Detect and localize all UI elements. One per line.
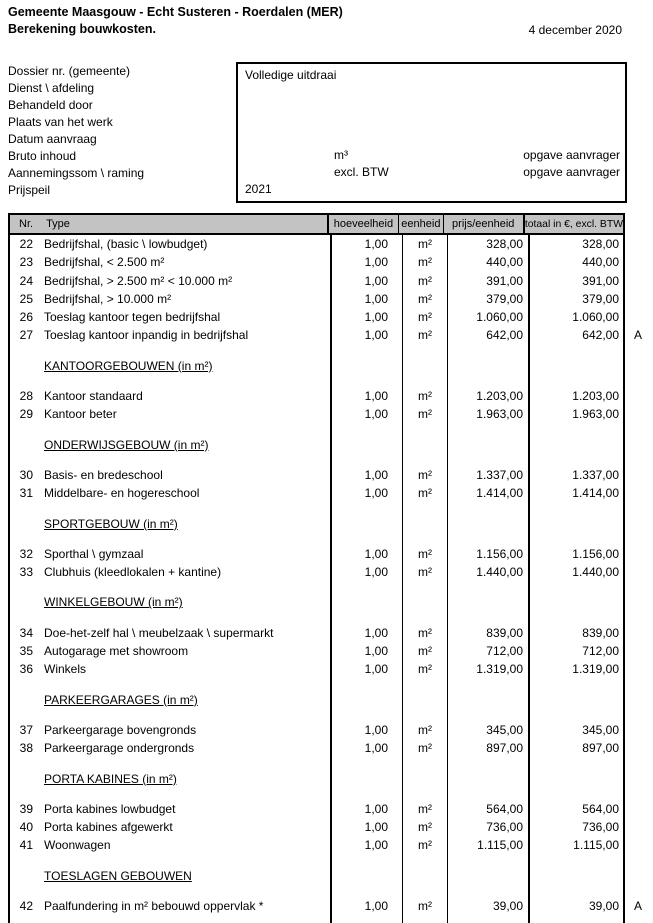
cell-nr: 24 xyxy=(19,273,33,288)
cell-prijs xyxy=(447,503,528,545)
cell-hoe: 1,00 xyxy=(330,563,402,581)
cell-type: Basis- en bredeschool xyxy=(44,467,163,482)
cell-nr-type xyxy=(10,345,330,387)
cell-nr-type xyxy=(10,642,330,660)
cell-een: m² xyxy=(402,563,447,581)
cell-een xyxy=(402,679,447,721)
section-heading-row xyxy=(10,679,623,721)
cell-prijs: 345,00 xyxy=(447,721,528,739)
cell-nr-type xyxy=(10,818,330,836)
section-heading: WINKELGEBOUW (in m²) xyxy=(44,595,183,610)
cell-prijs: 736,00 xyxy=(447,818,528,836)
table-row xyxy=(10,326,643,344)
form-label-prijspeil: Prijspeil xyxy=(8,183,51,197)
cell-prijs: 39,00 xyxy=(447,897,528,915)
section-heading: TOESLAGEN GEBOUWEN xyxy=(44,868,192,883)
cell-tot: 1.156,00 xyxy=(528,545,623,563)
cell-prijs: 1.414,00 xyxy=(447,484,528,502)
cell-nr-type xyxy=(10,272,330,290)
cell-type: Winkels xyxy=(44,662,87,677)
cell-nr-type xyxy=(10,624,330,642)
section-heading: KANTOORGEBOUWEN (in m²) xyxy=(44,358,213,373)
info-box-note-bruto: opgave aanvrager xyxy=(523,148,620,162)
cell-prijs xyxy=(447,424,528,466)
cell-nr: 22 xyxy=(19,237,33,251)
cell-tot: 1.337,00 xyxy=(528,466,623,484)
cell-tot: 1.203,00 xyxy=(528,387,623,405)
cell-nr: 33 xyxy=(19,565,33,580)
table-row xyxy=(10,290,623,308)
table-row xyxy=(10,624,623,642)
cell-nr-type xyxy=(10,308,330,326)
column-header-prijs-eenheid: prijs/eenheid xyxy=(443,215,523,233)
cell-tot: 839,00 xyxy=(528,624,623,642)
cell-prijs: 1.337,00 xyxy=(447,466,528,484)
cell-een: m² xyxy=(402,800,447,818)
cell-prijs: 839,00 xyxy=(447,624,528,642)
cell-prijs: 1.115,00 xyxy=(447,836,528,854)
cell-hoe: 1,00 xyxy=(330,836,402,854)
form-label-bruto-inhoud: Bruto inhoud xyxy=(8,149,77,163)
table-body xyxy=(8,235,643,923)
cell-nr-type xyxy=(10,424,330,466)
cell-tot xyxy=(528,758,623,800)
cell-nr: 29 xyxy=(19,407,33,422)
table-header-row xyxy=(8,213,625,235)
cell-nr: 25 xyxy=(19,291,33,306)
table-row xyxy=(10,272,623,290)
column-header-type: Type xyxy=(46,218,70,230)
cost-table xyxy=(8,213,643,923)
cell-nr: 38 xyxy=(19,741,33,756)
table-row xyxy=(10,387,623,405)
cell-prijs: 1.156,00 xyxy=(447,545,528,563)
cell-type: Doe-het-zelf hal \ meubelzaak \ supermarkt xyxy=(44,625,274,640)
cell-tot: 379,00 xyxy=(528,290,623,308)
column-header-nr: Nr. xyxy=(19,218,34,230)
cell-hoe: 1,00 xyxy=(330,660,402,678)
cell-een: m² xyxy=(402,253,447,271)
cell-tot xyxy=(528,915,623,923)
cell-nr: 39 xyxy=(19,801,33,816)
cell-nr: 27 xyxy=(19,328,33,343)
cell-nr: 36 xyxy=(19,662,33,677)
cell-een: m² xyxy=(402,739,447,757)
column-header-totaal: totaal in €, excl. BTW xyxy=(523,215,623,233)
cell-hoe xyxy=(330,915,402,923)
cell-tot xyxy=(528,345,623,387)
row-marker: A xyxy=(634,328,643,343)
cell-tot: 1.319,00 xyxy=(528,660,623,678)
section-heading-row xyxy=(10,424,623,466)
cell-tot: 328,00 xyxy=(528,235,623,253)
cell-nr-type xyxy=(10,405,330,423)
table-row xyxy=(10,642,623,660)
cell-een: m² xyxy=(402,545,447,563)
cell-een: m² xyxy=(402,405,447,423)
cell-tot: 1.440,00 xyxy=(528,563,623,581)
cell-type: Sporthal \ gymzaal xyxy=(44,546,144,561)
cell-prijs: 712,00 xyxy=(447,642,528,660)
table-row xyxy=(10,897,643,915)
table-row xyxy=(10,484,623,502)
form-label-plaats: Plaats van het werk xyxy=(8,115,113,129)
cell-nr-type xyxy=(10,679,330,721)
cell-hoe: 1,00 xyxy=(330,253,402,271)
cell-hoe: 1,00 xyxy=(330,235,402,253)
form-label-datum: Datum aanvraag xyxy=(8,132,97,146)
cell-nr-type xyxy=(10,290,330,308)
cell-prijs xyxy=(447,581,528,623)
cell-nr-type xyxy=(10,836,330,854)
cell-type: Porta kabines afgewerkt xyxy=(44,820,173,835)
table-row xyxy=(10,721,623,739)
cell-een xyxy=(402,855,447,897)
cell-hoe: 1,00 xyxy=(330,800,402,818)
cell-hoe: 1,00 xyxy=(330,326,402,344)
section-heading-row xyxy=(10,855,623,897)
cell-type: Toeslag kantoor tegen bedrijfshal xyxy=(44,310,221,325)
cell-tot: 39,00 xyxy=(528,897,623,915)
table-row xyxy=(10,818,623,836)
info-box xyxy=(236,62,627,203)
cell-prijs: 440,00 xyxy=(447,253,528,271)
cell-hoe: 1,00 xyxy=(330,466,402,484)
cell-type: Kantoor beter xyxy=(44,407,117,422)
cell-type: Middelbare- en hogereschool xyxy=(44,486,200,501)
cell-tot xyxy=(528,581,623,623)
cell-nr-type xyxy=(10,800,330,818)
cell-hoe xyxy=(330,424,402,466)
cell-prijs xyxy=(447,345,528,387)
cell-een: m² xyxy=(402,660,447,678)
cell-type: Bedrijfshal, (basic \ lowbudget) xyxy=(44,237,208,251)
cell-nr-type xyxy=(10,915,330,923)
info-box-unit-m3: m³ xyxy=(334,148,348,162)
cell-nr-type xyxy=(10,326,330,344)
cell-type: Autogarage met showroom xyxy=(44,644,189,659)
cell-hoe: 1,00 xyxy=(330,624,402,642)
cell-hoe: 1,00 xyxy=(330,739,402,757)
cell-een: m² xyxy=(402,721,447,739)
cell-tot: 440,00 xyxy=(528,253,623,271)
cell-hoe: 1,00 xyxy=(330,721,402,739)
cell-tot: 1.060,00 xyxy=(528,308,623,326)
cell-hoe xyxy=(330,581,402,623)
cell-nr-type xyxy=(10,484,330,502)
document-title: Gemeente Maasgouw - Echt Susteren - Roerdalen (MER) xyxy=(8,5,343,19)
cell-nr: 34 xyxy=(19,625,33,640)
cell-tot: 1.115,00 xyxy=(528,836,623,854)
cell-tot: 391,00 xyxy=(528,272,623,290)
cell-nr: 40 xyxy=(19,820,33,835)
cell-tot: 736,00 xyxy=(528,818,623,836)
cell-hoe: 1,00 xyxy=(330,387,402,405)
cell-type: Bedrijfshal, > 10.000 m² xyxy=(44,291,172,306)
cell-nr: 41 xyxy=(19,838,33,853)
table-filler-row xyxy=(10,915,623,923)
form-label-dienst: Dienst \ afdeling xyxy=(8,81,95,95)
cell-een: m² xyxy=(402,624,447,642)
cell-een: m² xyxy=(402,235,447,253)
cell-type: Porta kabines lowbudget xyxy=(44,801,176,816)
column-header-eenheid: eenheid xyxy=(398,215,443,233)
document-subtitle: Berekening bouwkosten. xyxy=(8,22,156,36)
table-row xyxy=(10,545,623,563)
section-heading-row xyxy=(10,581,623,623)
cell-hoe: 1,00 xyxy=(330,818,402,836)
cell-prijs: 642,00 xyxy=(447,326,528,344)
column-header-nr-type xyxy=(10,215,327,233)
table-row xyxy=(10,253,623,271)
cell-hoe xyxy=(330,855,402,897)
cell-hoe: 1,00 xyxy=(330,272,402,290)
cell-hoe: 1,00 xyxy=(330,308,402,326)
form-label-behandeld: Behandeld door xyxy=(8,98,93,112)
cell-prijs: 897,00 xyxy=(447,739,528,757)
section-heading: PARKEERGARAGES (in m²) xyxy=(44,692,198,707)
cell-een: m² xyxy=(402,818,447,836)
cell-een: m² xyxy=(402,272,447,290)
cell-tot: 1.414,00 xyxy=(528,484,623,502)
table-row xyxy=(10,563,623,581)
cell-nr-type xyxy=(10,739,330,757)
cell-een: m² xyxy=(402,290,447,308)
cell-een: m² xyxy=(402,308,447,326)
cell-nr: 35 xyxy=(19,644,33,659)
section-heading-row xyxy=(10,503,623,545)
info-box-unit-excl-btw: excl. BTW xyxy=(334,165,389,179)
cell-hoe xyxy=(330,345,402,387)
cell-nr-type xyxy=(10,855,330,897)
cell-een: m² xyxy=(402,897,447,915)
cell-tot: 642,00 xyxy=(528,326,623,344)
cell-prijs: 391,00 xyxy=(447,272,528,290)
cell-tot: 564,00 xyxy=(528,800,623,818)
cell-tot xyxy=(528,424,623,466)
form-label-aannemingssom: Aannemingssom \ raming xyxy=(8,166,145,180)
table-row xyxy=(10,800,623,818)
cell-nr-type xyxy=(10,581,330,623)
table-row xyxy=(10,405,623,423)
cell-een: m² xyxy=(402,836,447,854)
cell-nr-type xyxy=(10,503,330,545)
cell-prijs: 1.060,00 xyxy=(447,308,528,326)
cell-een xyxy=(402,581,447,623)
cell-type: Clubhuis (kleedlokalen + kantine) xyxy=(44,565,222,580)
cell-hoe: 1,00 xyxy=(330,545,402,563)
table-row xyxy=(10,660,623,678)
cell-nr: 32 xyxy=(19,546,33,561)
cell-prijs xyxy=(447,855,528,897)
section-heading-row xyxy=(10,758,623,800)
cell-tot xyxy=(528,679,623,721)
cell-type: Bedrijfshal, > 2.500 m² < 10.000 m² xyxy=(44,273,233,288)
cell-hoe xyxy=(330,758,402,800)
cell-een: m² xyxy=(402,387,447,405)
info-box-value-volledige-uitdraai: Volledige uitdraai xyxy=(245,68,337,82)
cell-prijs: 564,00 xyxy=(447,800,528,818)
cell-nr-type xyxy=(10,235,330,253)
cell-prijs: 1.440,00 xyxy=(447,563,528,581)
cell-prijs: 1.203,00 xyxy=(447,387,528,405)
cell-prijs: 328,00 xyxy=(447,235,528,253)
cell-prijs xyxy=(447,679,528,721)
cell-nr-type xyxy=(10,466,330,484)
cell-een: m² xyxy=(402,484,447,502)
cell-hoe: 1,00 xyxy=(330,642,402,660)
cell-nr: 31 xyxy=(19,486,33,501)
cell-nr-type xyxy=(10,387,330,405)
cell-prijs: 1.319,00 xyxy=(447,660,528,678)
table-row xyxy=(10,235,623,253)
column-header-hoeveelheid: hoeveelheid xyxy=(327,215,398,233)
cell-een xyxy=(402,758,447,800)
cell-hoe: 1,00 xyxy=(330,897,402,915)
cell-type: Toeslag kantoor inpandig in bedrijfshal xyxy=(44,328,249,343)
section-heading-row xyxy=(10,345,623,387)
cell-een xyxy=(402,345,447,387)
info-box-note-aanneming: opgave aanvrager xyxy=(523,165,620,179)
cell-type: Paalfundering in m² bebouwd oppervlak * xyxy=(44,899,264,914)
table-row xyxy=(10,836,623,854)
section-heading: SPORTGEBOUW (in m²) xyxy=(44,516,178,531)
cell-tot xyxy=(528,503,623,545)
cell-type: Parkeergarage bovengronds xyxy=(44,722,197,737)
cell-nr-type xyxy=(10,721,330,739)
info-box-value-prijspeil: 2021 xyxy=(245,182,272,196)
cell-nr: 28 xyxy=(19,389,33,404)
cell-type: Bedrijfshal, < 2.500 m² xyxy=(44,255,165,270)
cell-tot: 345,00 xyxy=(528,721,623,739)
cell-tot: 897,00 xyxy=(528,739,623,757)
cell-een xyxy=(402,424,447,466)
cell-een: m² xyxy=(402,326,447,344)
cell-nr: 30 xyxy=(19,467,33,482)
cell-nr: 26 xyxy=(19,310,33,325)
table-row xyxy=(10,308,623,326)
cell-een: m² xyxy=(402,642,447,660)
cell-hoe: 1,00 xyxy=(330,405,402,423)
cell-prijs: 379,00 xyxy=(447,290,528,308)
cell-tot: 1.963,00 xyxy=(528,405,623,423)
cell-hoe: 1,00 xyxy=(330,290,402,308)
cell-tot: 712,00 xyxy=(528,642,623,660)
row-marker: A xyxy=(634,899,643,914)
cell-nr: 42 xyxy=(19,899,33,914)
section-heading: ONDERWIJSGEBOUW (in m²) xyxy=(44,437,209,452)
section-heading: PORTA KABINES (in m²) xyxy=(44,771,177,786)
cell-nr-type xyxy=(10,758,330,800)
cell-type: Kantoor standaard xyxy=(44,389,143,404)
cell-hoe xyxy=(330,679,402,721)
cell-hoe xyxy=(330,503,402,545)
cell-prijs: 1.963,00 xyxy=(447,405,528,423)
table-row xyxy=(10,739,623,757)
cell-type: Parkeergarage ondergronds xyxy=(44,741,195,756)
cell-een: m² xyxy=(402,466,447,484)
document-date: 4 december 2020 xyxy=(528,23,622,37)
cell-nr-type xyxy=(10,545,330,563)
cell-prijs xyxy=(447,915,528,923)
table-row xyxy=(10,466,623,484)
cell-prijs xyxy=(447,758,528,800)
cell-tot xyxy=(528,855,623,897)
form-label-list xyxy=(8,63,144,199)
cell-nr-type xyxy=(10,660,330,678)
cell-nr-type xyxy=(10,897,330,915)
form-label-dossier: Dossier nr. (gemeente) xyxy=(8,64,131,78)
cell-type: Woonwagen xyxy=(44,838,111,853)
cell-hoe: 1,00 xyxy=(330,484,402,502)
cell-nr: 37 xyxy=(19,722,33,737)
cell-nr-type xyxy=(10,563,330,581)
cell-een xyxy=(402,503,447,545)
cell-nr: 23 xyxy=(19,255,33,270)
cell-nr-type xyxy=(10,253,330,271)
cell-een xyxy=(402,915,447,923)
